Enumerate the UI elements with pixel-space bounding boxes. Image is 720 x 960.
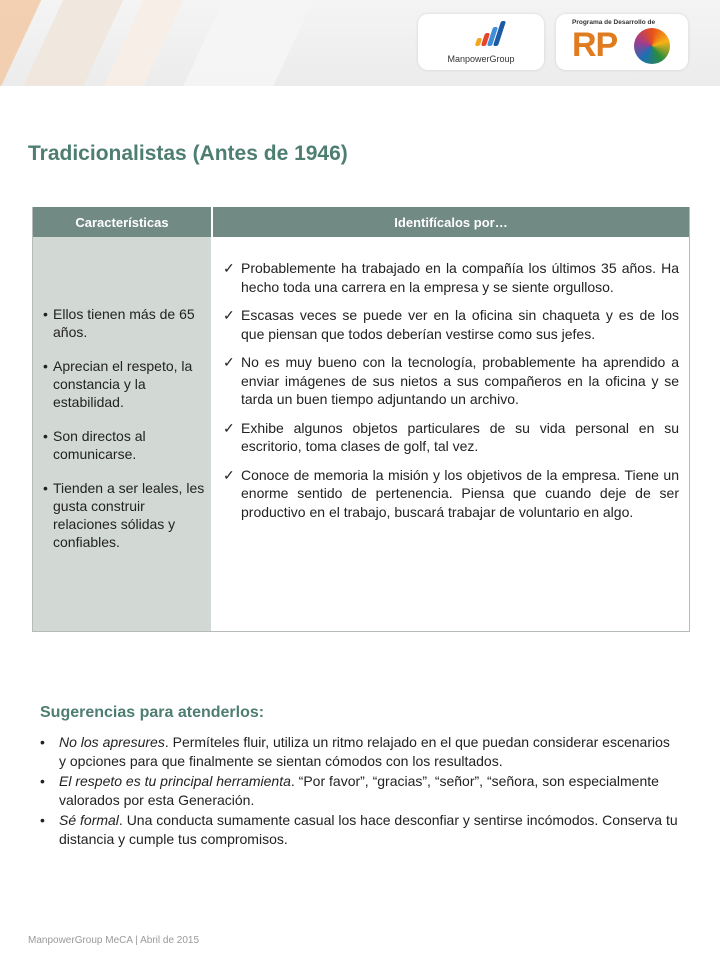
table-header	[33, 207, 689, 237]
characteristic-item: • Son directos al comunicarse.	[43, 427, 208, 463]
check-icon: ✓	[223, 307, 235, 323]
identify-text: Conoce de memoria la misión y los objetivos de la empresa. Tiene un enorme sentido de pertenencia. Piensa que cuando deje de ser productivo en el trabajo, buscará trabajar de voluntario en algo.	[241, 466, 679, 520]
suggestion-text: . “Por favor”, “gracias”, “señor”, “señora, son especialmente valorados por esta Generación.	[59, 773, 659, 808]
manpowergroup-logo	[418, 14, 544, 70]
check-icon: ✓	[223, 260, 235, 276]
identify-item	[223, 466, 679, 522]
rpo-logo	[556, 14, 688, 70]
suggestion-item	[40, 733, 680, 771]
traits-table	[32, 207, 690, 632]
rpo-o-emblem-icon	[634, 28, 670, 64]
header-identify: Identifícalos por…	[394, 215, 508, 230]
identify-item	[223, 259, 679, 296]
suggestions-title: Sugerencias para atenderlos:	[40, 704, 265, 721]
banner-stripe	[167, 0, 322, 86]
characteristic-item: • Ellos tienen más de 65 años.	[43, 305, 208, 341]
suggestion-text: . Una conducta sumamente casual los hace desconfiar y sentirse incómodos. Conserva tu distancia y cumple tus compromisos.	[59, 812, 678, 847]
characteristics-column	[33, 237, 213, 631]
check-icon: ✓	[223, 419, 235, 436]
identify-item	[223, 306, 679, 343]
header-banner	[0, 0, 720, 86]
suggestions-list	[40, 733, 680, 850]
identify-text: Probablemente ha trabajado en la compañía los últimos 35 años. Ha hecho toda una carrera en la empresa y se siente orgulloso.	[241, 260, 679, 295]
identify-item	[223, 419, 679, 456]
suggestion-lead: No los apresures	[59, 734, 165, 750]
suggestion-lead: Sé formal	[59, 812, 119, 828]
identify-column	[213, 237, 689, 631]
identify-item	[223, 353, 679, 409]
page-title: Tradicionalistas (Antes de 1946)	[28, 142, 348, 165]
identify-text: Exhibe algunos objetos particulares de su vida personal en su escritorio, toma clases de golf, tal vez.	[241, 419, 679, 454]
header-characteristics: Características	[33, 207, 213, 237]
characteristic-item: • Tienden a ser leales, les gusta construir relaciones sólidas y confiables.	[43, 479, 208, 551]
manpower-logo-text: ManpowerGroup	[447, 54, 515, 64]
identify-text: No es muy bueno con la tecnología, probablemente ha aprendido a enviar imágenes de sus nietos a sus compañeros en la oficina y se tarda un buen tiempo adjuntando un archivo.	[241, 354, 679, 407]
rpo-logo-caption: Programa de Desarrollo de	[572, 19, 656, 26]
identify-list	[223, 259, 679, 531]
identify-text: Escasas veces se puede ver en la oficina sin chaqueta y es de los que piensan que todos deberían vestirse como sus jefes.	[241, 307, 679, 342]
suggestion-text: . Permíteles fluir, utiliza un ritmo relajado en el que puedan considerar escenarios y opciones para que finalmente se sientan cómodos con los resultados.	[59, 734, 670, 769]
rpo-logo-letters: RP	[572, 26, 618, 64]
check-icon: ✓	[223, 354, 235, 370]
characteristics-list	[43, 305, 208, 567]
characteristic-item: • Aprecian el respeto, la constancia y la estabilidad.	[43, 357, 208, 411]
footer-text: ManpowerGroup MeCA | Abril de 2015	[28, 935, 200, 946]
suggestion-lead: El respeto es tu principal herramienta	[59, 773, 291, 789]
suggestion-item	[40, 811, 680, 849]
manpower-bars-icon	[474, 20, 506, 46]
check-icon: ✓	[223, 466, 235, 483]
suggestion-item	[40, 772, 680, 810]
